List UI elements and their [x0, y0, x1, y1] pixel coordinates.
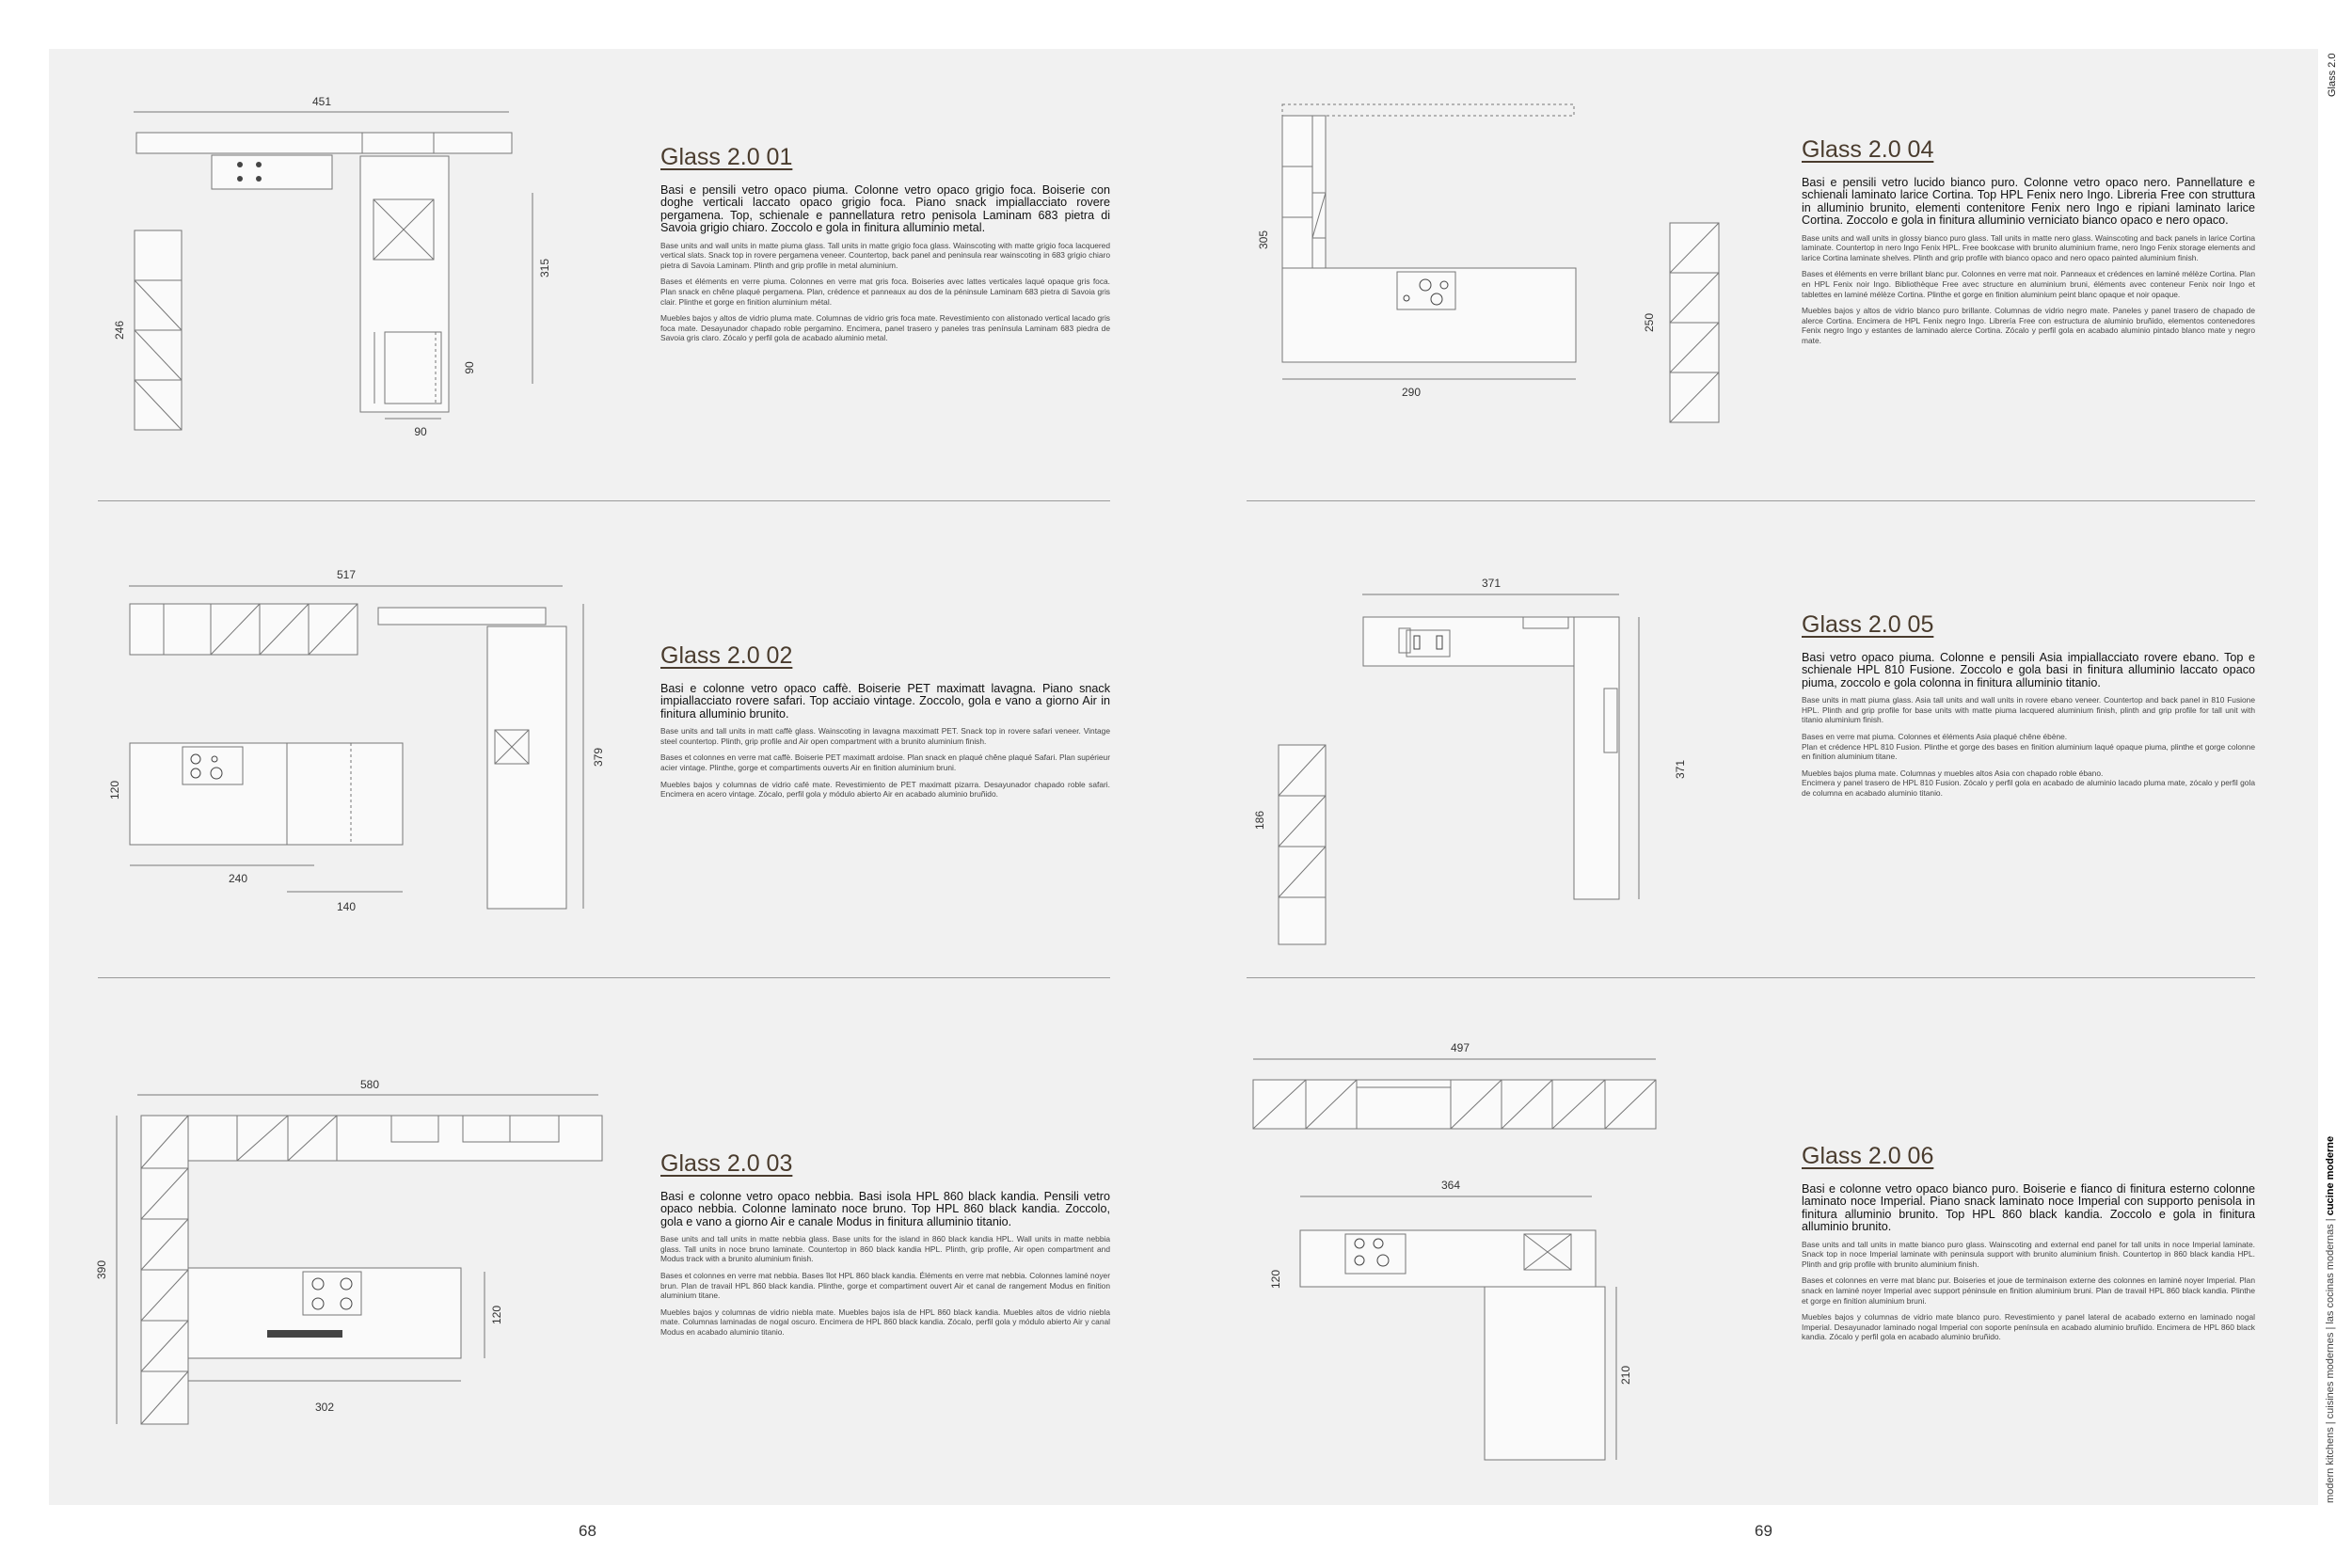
description-italian: Basi e colonne vetro opaco nebbia. Basi isola HPL 860 black kandia. Pensili vetro opaco nebbia. Colonne laminato noce bruno. Top HPL 860 black kandia. Zoccolo, gola e vano a giorno Air e canale Modus in finitura alluminio titanio. [660, 1190, 1110, 1228]
entry-title: Glass 2.0 01 [660, 144, 793, 170]
dimension-label: 305 [1257, 230, 1270, 250]
section-divider [1247, 977, 2255, 978]
page-number-left: 68 [579, 1522, 596, 1540]
brand-side-label: Glass 2.0 [2327, 53, 2338, 97]
dimension-label: 90 [414, 425, 427, 438]
floor-plan-06 [1242, 1035, 1750, 1467]
entry-glass-01 [660, 144, 1110, 350]
description-french: Bases et colonnes en verre mat blanc pur. Boiseries et joue de terminaison externe des colonnes en laminé noyer Imperial. Plan snack en laminé noyer Imperial avec support péninsule en finition aluminium bruni. Plan de travail HPL 860 black kandia. Plinthe et gorge en finition aluminium bruni. [1802, 1275, 2255, 1306]
page-number-right: 69 [1755, 1522, 1772, 1540]
dimension-label: 497 [1450, 1041, 1470, 1054]
description-english: Base units and wall units in glossy bianco puro glass. Tall units in matte nero glass. Wainscoting and back panels in larice Cortina laminate. Countertop in nero Ingo Fenix HPL. Free bookcase with brunito aluminium frame, nero Ingo Fenix storage elements and larice Cortina laminate shelves. Plinth and grip profile with bianco opaco and nero opaco painted aluminium finish. [1802, 232, 2255, 262]
description-french: Bases en verre mat piuma. Colonnes et éléments Asia plaqué chêne ébène. Plan et crédence HPL 810 Fusion. Plinthe et gorge des bases en finition aluminium laqué opaque piuma, plinthe et gorge colonne en finition aluminium titane. [1802, 732, 2255, 762]
dimension-label: 140 [336, 900, 357, 913]
dimension-label: 379 [592, 747, 605, 768]
description-spanish: Muebles bajos y columnas de vidrio niebla mate. Muebles bajos isla de HPL 860 black kandia. Muebles altos de vidrio niebla mate. Columnas laminadas de nogal oscuro. Encimera de HPL 860 black kandia. Zócalo, perfil gola y módulo abierto Air y canal Modus en acabado aluminio titanio. [660, 1307, 1110, 1337]
dimension-label: 120 [108, 780, 121, 800]
entry-title: Glass 2.0 06 [1802, 1143, 1934, 1169]
description-italian: Basi e pensili vetro opaco piuma. Colonne vetro opaco grigio foca. Boiserie con doghe verticali laccato opaco grigio foca. Piano snack impiallacciato rovere pergamena. Top, schienale e pannellatura retro penisola Laminam 683 pietra di Savoia grigio chiaro. Zoccolo e gola in finitura alluminio metal. [660, 183, 1110, 235]
dimension-label: 186 [1253, 810, 1266, 831]
tagline-languages: modern kitchens | cuisines modernes | las cocinas modernas | [2325, 1218, 2336, 1503]
description-spanish: Muebles bajos y columnas de vidrio mate blanco puro. Revestimiento y panel lateral de acabado externo en laminado nogal Imperial. Desayunador laminado nogal Imperial con soporte península en acabado aluminio bruñido. Encimera de HPL 860 black kandia. Zócalo y perfil gola en acabado aluminio bruñido. [1802, 1312, 2255, 1342]
entry-title: Glass 2.0 04 [1802, 136, 1934, 163]
entry-title: Glass 2.0 03 [660, 1150, 793, 1177]
entry-title: Glass 2.0 02 [660, 642, 793, 669]
dimension-label: 371 [1674, 759, 1687, 780]
entry-glass-05 [1802, 611, 2255, 805]
dimension-label: 120 [490, 1305, 503, 1325]
dimension-label: 246 [113, 320, 126, 341]
description-english: Base units in matt piuma glass. Asia tall units and wall units in rovere ebano veneer. Countertop and back panel in 810 Fusione HPL. Plinth and grip profile for base units with matte piuma lacquered aluminium finish, plinth and grip profile for tall unit with titanio aluminium finish. [1802, 695, 2255, 725]
floor-plan-02 [108, 564, 621, 931]
dimension-label: 315 [538, 258, 551, 278]
dimension-label: 290 [1401, 386, 1422, 399]
description-spanish: Muebles bajos y columnas de vidrio café mate. Revestimiento de PET maximatt pizarra. Desayunador chapado roble safari. Encimera en acero vintage. Zócalo, perfil gola y módulo abierto Air en acabado aluminio bruñido. [660, 779, 1110, 800]
dimension-label: 390 [95, 1259, 108, 1280]
floor-plan-03 [94, 1072, 621, 1439]
dimension-label: 120 [1269, 1269, 1282, 1290]
dimension-label: 517 [336, 568, 357, 581]
description-italian: Basi e pensili vetro lucido bianco puro. Colonne vetro opaco nero. Pannellature e schienali laminato larice Cortina. Top HPL Fenix nero Ingo. Libreria Free con struttura in alluminio brunito, elementi contenitore Fenix nero Ingo e ripiani laminato larice Cortina. Zoccolo e gola in finitura alluminio verniciato bianco opaco e nero opaco. [1802, 176, 2255, 228]
description-italian: Basi e colonne vetro opaco bianco puro. Boiserie e fianco di finitura esterno colonne laminato noce Imperial. Piano snack laminato noce Imperial con supporto penisola in finitura alluminio brunito. Top HPL 860 black kandia. Zoccolo e gola in finitura alluminio brunito. [1802, 1182, 2255, 1234]
description-spanish: Muebles bajos y altos de vidrio pluma mate. Columnas de vidrio gris foca mate. Revestimiento con alistonado vertical lacado gris foca mate. Desayunador chapado roble pergamino. Encimera, panel trasero y paneles tras península Laminam 683 piedra de Savoia gris claro. Zócalo y perfil gola de acabado aluminio metal. [660, 313, 1110, 343]
dimension-label: 90 [463, 361, 476, 374]
dimension-label: 451 [311, 95, 332, 108]
dimension-label: 580 [359, 1078, 380, 1091]
description-french: Bases et éléments en verre brillant blanc pur. Colonnes en verre mat noir. Panneaux et crédences en laminé mélèze Cortina. Plan en HPL Fenix noir Ingo. Bibliothèque Free avec structure en aluminium bruni, éléments avec conteneur Fenix noir Ingo et tablettes en laminé mélèze Cortina. Plinthe et gorge en finition aluminium peint blanc opaque et noir opaque. [1802, 269, 2255, 299]
section-divider [98, 500, 1110, 501]
description-french: Bases et éléments en verre piuma. Colonnes en verre mat gris foca. Boiseries avec lattes verticales laqué opaque gris foca. Plan snack en chêne plaqué pergamena. Plan, crédence et panneaux au dos de la péninsule Laminam 683 pietra di Savoia gris clair. Plinthe et gorge en finition aluminium métal. [660, 277, 1110, 307]
dimension-label: 364 [1440, 1179, 1461, 1192]
floor-plan-01 [113, 89, 607, 447]
dimension-label: 302 [314, 1401, 335, 1414]
description-english: Base units and wall units in matte piuma glass. Tall units in matte grigio foca glass. Wainscoting with matte grigio foca lacquered vertical slats. Snack top in rovere pergamena veneer. Countertop, back panel and peninsula rear wainscoting in 683 grigio chiaro pietra di Savoia Laminam. Plinth and grip profile in metal aluminium. [660, 240, 1110, 270]
description-french: Bases et colonnes en verre mat nebbia. Bases îlot HPL 860 black kandia. Éléments en verre mat nebbia. Colonnes laminé noyer brun. Plan de travail HPL 860 black kandia. Plinthe, gorge et compartiment ouvert Air et canal de rangement Modus en finition aluminium titane. [660, 1271, 1110, 1301]
description-spanish: Muebles bajos y altos de vidrio blanco puro brillante. Columnas de vidrio negro mate. Paneles y panel trasero de chapado de alerce Cortina. Encimera de HPL Fenix negro Ingo. Librería Free con estructura de aluminio bruñido, elementos contenedores Fenix negro Ingo y estantes de laminado alerce Cortina. Zócalo y perfil gola en acabado aluminio pintado blanco mate y negro mate. [1802, 306, 2255, 345]
description-french: Bases et colonnes en verre mat caffè. Boiserie PET maximatt ardoise. Plan snack en plaqué chêne plaqué Safari. Plan supérieur acier vintage. Plinthe, gorge et compartiments ouverts Air en finition aluminium bruni. [660, 752, 1110, 772]
section-divider [1247, 500, 2255, 501]
description-italian: Basi vetro opaco piuma. Colonne e pensili Asia impiallacciato rovere ebano. Top e schienale HPL 810 Fusione. Zoccolo e gola basi in finitura alluminio laccato opaco piuma, zoccolo e gola colonna in finitura alluminio titanio. [1802, 651, 2255, 689]
footer-tagline [2325, 1136, 2336, 1503]
entry-glass-04 [1802, 136, 2255, 353]
dimension-label: 250 [1643, 312, 1656, 333]
tagline-italian: cucine moderne [2325, 1135, 2336, 1216]
dimension-label: 240 [228, 872, 248, 885]
description-english: Base units and tall units in matte bianco puro glass. Wainscoting and external end panel for tall units in noce Imperial laminate. Snack top in noce Imperial laminate with peninsula support with brunito aluminium finish. Countertop in 860 black kandia HPL. Plinth and grip profile with brunito aluminium finish. [1802, 1239, 2255, 1269]
description-english: Base units and tall units in matte nebbia glass. Base units for the island in 860 black kandia HPL. Wall units in matte nebbia glass. Tall units in noce bruno laminate. Countertop in 860 black kandia HPL. Plinth, grip profile, Air open compartment and Modus track with a brunito aluminium finish. [660, 1234, 1110, 1264]
floor-plan-04 [1237, 99, 1764, 447]
entry-glass-03 [660, 1150, 1110, 1344]
entry-glass-06 [1802, 1143, 2255, 1349]
dimension-label: 371 [1481, 577, 1502, 590]
description-english: Base units and tall units in matt caffè glass. Wainscoting in lavagna maxximatt PET. Snack top in rovere safari veneer. Vintage steel countertop. Plinth, grip profile and Air open compartment with a brunito aluminium finish. [660, 726, 1110, 746]
entry-title: Glass 2.0 05 [1802, 611, 1934, 638]
section-divider [98, 977, 1110, 978]
entry-glass-02 [660, 642, 1110, 806]
dimension-label: 210 [1619, 1365, 1632, 1386]
floor-plan-05 [1237, 564, 1745, 922]
description-spanish: Muebles bajos pluma mate. Columnas y muebles altos Asia con chapado roble ébano. Encimera y panel trasero de HPL 810 Fusion. Zócalo y perfil gola en acabado de aluminio lacado pluma mate, zócalo y perfil gola de columna en acabado aluminio titanio. [1802, 768, 2255, 798]
description-italian: Basi e colonne vetro opaco caffè. Boiserie PET maximatt lavagna. Piano snack impiallacciato rovere safari. Top acciaio vintage. Zoccolo, gola e vano a giorno Air in finitura alluminio brunito. [660, 682, 1110, 721]
